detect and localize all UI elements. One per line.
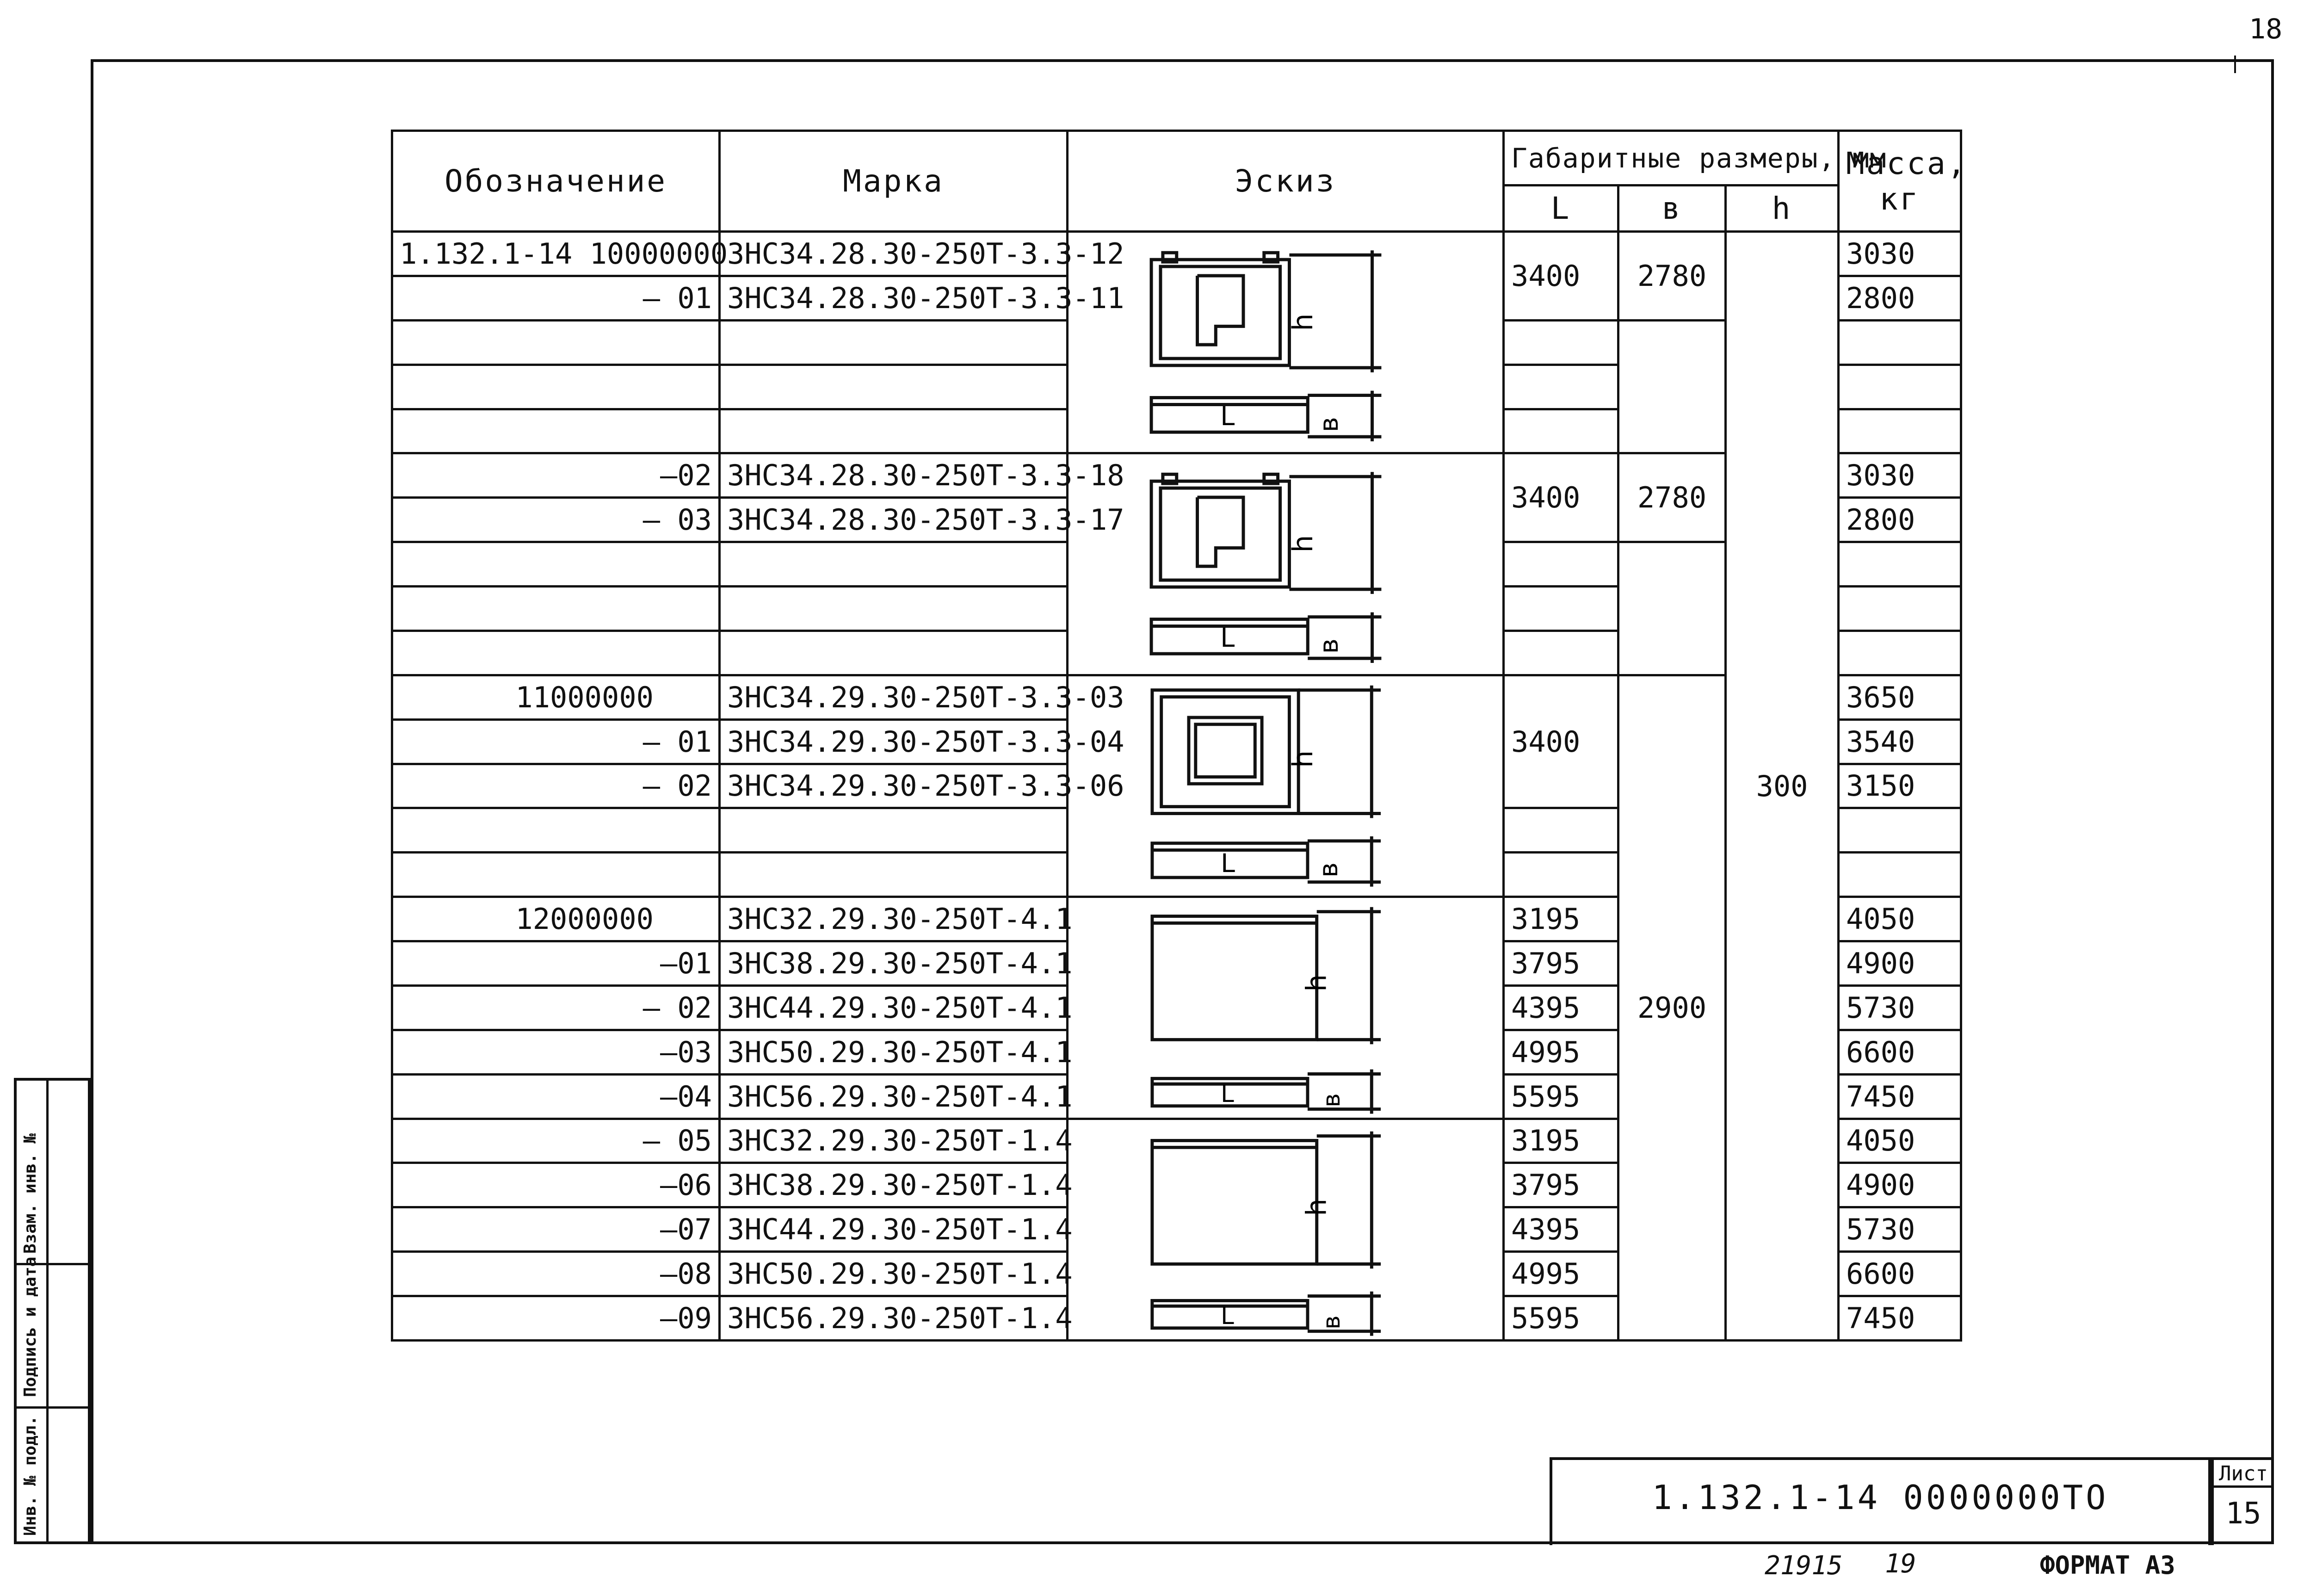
mark-cell: ЗНС34.29.30-250Т-3.3-03	[720, 675, 1068, 719]
mark-cell	[720, 542, 1068, 587]
sketch-label-b: в	[1314, 638, 1344, 654]
sketch-label-h: h	[1287, 535, 1320, 553]
mark-cell: ЗНС44.29.30-250Т-4.1	[720, 985, 1068, 1030]
designation-cell: –02	[392, 453, 720, 498]
designation-cell	[392, 587, 720, 631]
mass-cell: 3540	[1839, 719, 1961, 764]
sheet-label: Лист	[2214, 1462, 2273, 1488]
designation-cell: –04	[392, 1074, 720, 1119]
designation-cell	[392, 853, 720, 897]
L-cell	[1504, 409, 1618, 453]
mark-cell: ЗНС32.29.30-250Т-1.4	[720, 1119, 1068, 1163]
mark-cell	[720, 808, 1068, 853]
mark-cell: ЗНС34.28.30-250Т-3.3-12	[720, 232, 1068, 276]
sketch-label-b: в	[1314, 862, 1344, 878]
sketch-frame-cutout	[1068, 453, 1504, 675]
sidebar-sep	[14, 1406, 91, 1409]
designation-cell: – 05	[392, 1119, 720, 1163]
header-b: в	[1618, 186, 1726, 232]
mark-cell	[720, 631, 1068, 675]
mass-cell: 4900	[1839, 1163, 1961, 1207]
L-cell: 5595	[1504, 1296, 1618, 1341]
L-cell	[1504, 631, 1618, 675]
mark-cell: ЗНС32.29.30-250Т-4.1	[720, 897, 1068, 941]
L-cell: 3795	[1504, 941, 1618, 986]
L-cell: 5595	[1504, 1074, 1618, 1119]
designation-cell: 1.132.1-14 10000000	[392, 232, 720, 276]
mark-cell	[720, 365, 1068, 409]
sidebar-label-inventory: Инв. № подл.	[21, 1415, 40, 1536]
mark-cell: ЗНС44.29.30-250Т-1.4	[720, 1207, 1068, 1252]
L-cell: 4395	[1504, 1207, 1618, 1252]
L-cell: 3400	[1504, 453, 1618, 542]
sketch-label-h: h	[1300, 1198, 1333, 1216]
table-row	[392, 232, 1961, 276]
sketch-label-h: h	[1287, 313, 1320, 331]
sketch-label-L: L	[1221, 1080, 1234, 1108]
L-cell: 3400	[1504, 232, 1618, 321]
designation-cell: –03	[392, 1030, 720, 1074]
sketch-label-h: h	[1300, 974, 1333, 992]
sketch-solid-panel	[1068, 1119, 1504, 1341]
mass-cell	[1839, 631, 1961, 675]
L-cell: 3400	[1504, 675, 1618, 808]
designation-cell: –01	[392, 941, 720, 986]
sketch-solid-panel	[1068, 897, 1504, 1119]
mass-cell	[1839, 542, 1961, 587]
L-cell	[1504, 365, 1618, 409]
designation-cell: – 02	[392, 985, 720, 1030]
frame-window-drawing	[1069, 676, 1502, 896]
mass-cell	[1839, 808, 1961, 853]
header-sketch: Эскиз	[1068, 131, 1504, 232]
corner-tick	[2234, 56, 2236, 73]
sketch-label-L: L	[1221, 848, 1235, 878]
solid-panel-drawing	[1069, 1120, 1502, 1340]
designation-cell: – 03	[392, 498, 720, 542]
mass-cell: 4900	[1839, 941, 1961, 986]
mass-cell	[1839, 320, 1961, 365]
designation-cell	[392, 409, 720, 453]
mass-cell: 5730	[1839, 1207, 1961, 1252]
sidebar-label-replacement: Взам. инв. №	[21, 1133, 40, 1254]
designation-cell	[392, 631, 720, 675]
mass-cell: 3150	[1839, 764, 1961, 808]
mark-cell: ЗНС34.28.30-250Т-3.3-11	[720, 276, 1068, 320]
sketch-label-L: L	[1220, 623, 1235, 654]
L-cell: 3195	[1504, 1119, 1618, 1163]
designation-cell: –09	[392, 1296, 720, 1341]
mass-cell: 2800	[1839, 276, 1961, 320]
mass-cell: 6600	[1839, 1252, 1961, 1296]
header-mark: Марка	[720, 131, 1068, 232]
designation-cell: – 02	[392, 764, 720, 808]
L-cell: 3195	[1504, 897, 1618, 941]
designation-cell	[392, 808, 720, 853]
sketch-label-b: в	[1314, 417, 1344, 433]
mark-cell	[720, 853, 1068, 897]
designation-cell: –08	[392, 1252, 720, 1296]
L-cell: 4995	[1504, 1030, 1618, 1074]
mass-cell: 7450	[1839, 1296, 1961, 1341]
sidebar-divider	[46, 1078, 49, 1544]
mass-cell: 5730	[1839, 985, 1961, 1030]
sketch-label-b: в	[1318, 1093, 1346, 1107]
mass-cell: 7450	[1839, 1074, 1961, 1119]
designation-cell: 12000000	[392, 897, 720, 941]
mark-cell	[720, 320, 1068, 365]
b-cell	[1618, 320, 1726, 453]
mass-cell	[1839, 853, 1961, 897]
designation-cell: –06	[392, 1163, 720, 1207]
L-cell	[1504, 853, 1618, 897]
designation-cell: – 01	[392, 719, 720, 764]
mark-cell: ЗНС50.29.30-250Т-1.4	[720, 1252, 1068, 1296]
document-code: 1.132.1-14 0000000ТО	[1652, 1478, 2109, 1517]
sheet-number: 15	[2225, 1497, 2261, 1531]
header-mass-unit: кг	[1879, 181, 1920, 217]
sketch-frame-window	[1068, 675, 1504, 897]
mark-cell	[720, 587, 1068, 631]
mass-cell: 4050	[1839, 1119, 1961, 1163]
L-cell	[1504, 320, 1618, 365]
designation-cell: 11000000	[392, 675, 720, 719]
sketch-frame-cutout	[1068, 232, 1504, 453]
designation-cell: – 01	[392, 276, 720, 320]
L-cell: 3795	[1504, 1163, 1618, 1207]
footer-number: 19	[1885, 1549, 1916, 1579]
b-cell	[1618, 542, 1726, 675]
mark-cell: ЗНС38.29.30-250Т-4.1	[720, 941, 1068, 986]
mass-cell: 4050	[1839, 897, 1961, 941]
mass-cell: 3030	[1839, 453, 1961, 498]
L-cell	[1504, 808, 1618, 853]
frame-cutout-drawing	[1069, 454, 1502, 674]
h-cell: 300	[1726, 232, 1839, 1341]
page-corner-number: 18	[2249, 13, 2283, 45]
mark-cell: ЗНС34.29.30-250Т-3.3-06	[720, 764, 1068, 808]
L-cell	[1504, 587, 1618, 631]
sketch-label-h: h	[1286, 750, 1319, 768]
b-cell-lower: 2900	[1618, 675, 1726, 1340]
mass-cell: 3650	[1839, 675, 1961, 719]
header-dimensions: Габаритные размеры, мм	[1504, 131, 1839, 186]
mass-cell: 2800	[1839, 498, 1961, 542]
header-mass-label: Масса,	[1846, 145, 1968, 181]
b-cell: 2780	[1618, 232, 1726, 321]
solid-panel-drawing	[1069, 898, 1502, 1117]
sketch-label-L: L	[1221, 1302, 1234, 1330]
mass-cell	[1839, 409, 1961, 453]
sketch-label-b: в	[1318, 1315, 1346, 1330]
mark-cell: ЗНС34.28.30-250Т-3.3-18	[720, 453, 1068, 498]
sidebar-label-signature: Подпись и дата	[21, 1256, 40, 1397]
paper-format: ФОРМАТ А3	[2040, 1551, 2175, 1580]
designation-cell	[392, 365, 720, 409]
frame-cutout-drawing	[1069, 233, 1502, 452]
mark-cell: ЗНС38.29.30-250Т-1.4	[720, 1163, 1068, 1207]
L-cell	[1504, 542, 1618, 587]
header-mass	[1839, 131, 1968, 232]
specification-table	[391, 130, 1968, 1342]
designation-cell: –07	[392, 1207, 720, 1252]
L-cell: 4995	[1504, 1252, 1618, 1296]
header-h: h	[1726, 186, 1839, 232]
mark-cell: ЗНС56.29.30-250Т-1.4	[720, 1296, 1068, 1341]
mark-cell: ЗНС34.28.30-250Т-3.3-17	[720, 498, 1068, 542]
header-L: L	[1504, 186, 1618, 232]
L-cell: 4395	[1504, 985, 1618, 1030]
mass-cell	[1839, 587, 1961, 631]
mark-cell	[720, 409, 1068, 453]
mark-cell: ЗНС34.29.30-250Т-3.3-04	[720, 719, 1068, 764]
mass-cell: 3030	[1839, 232, 1961, 276]
header-designation: Обозначение	[392, 131, 720, 232]
b-cell: 2780	[1618, 453, 1726, 542]
designation-cell	[392, 542, 720, 587]
mass-cell: 6600	[1839, 1030, 1961, 1074]
mark-cell: ЗНС56.29.30-250Т-4.1	[720, 1074, 1068, 1119]
designation-cell	[392, 320, 720, 365]
mass-cell	[1839, 365, 1961, 409]
mark-cell: ЗНС50.29.30-250Т-4.1	[720, 1030, 1068, 1074]
inventory-number: 21915	[1765, 1551, 1843, 1581]
sketch-label-L: L	[1220, 402, 1235, 432]
